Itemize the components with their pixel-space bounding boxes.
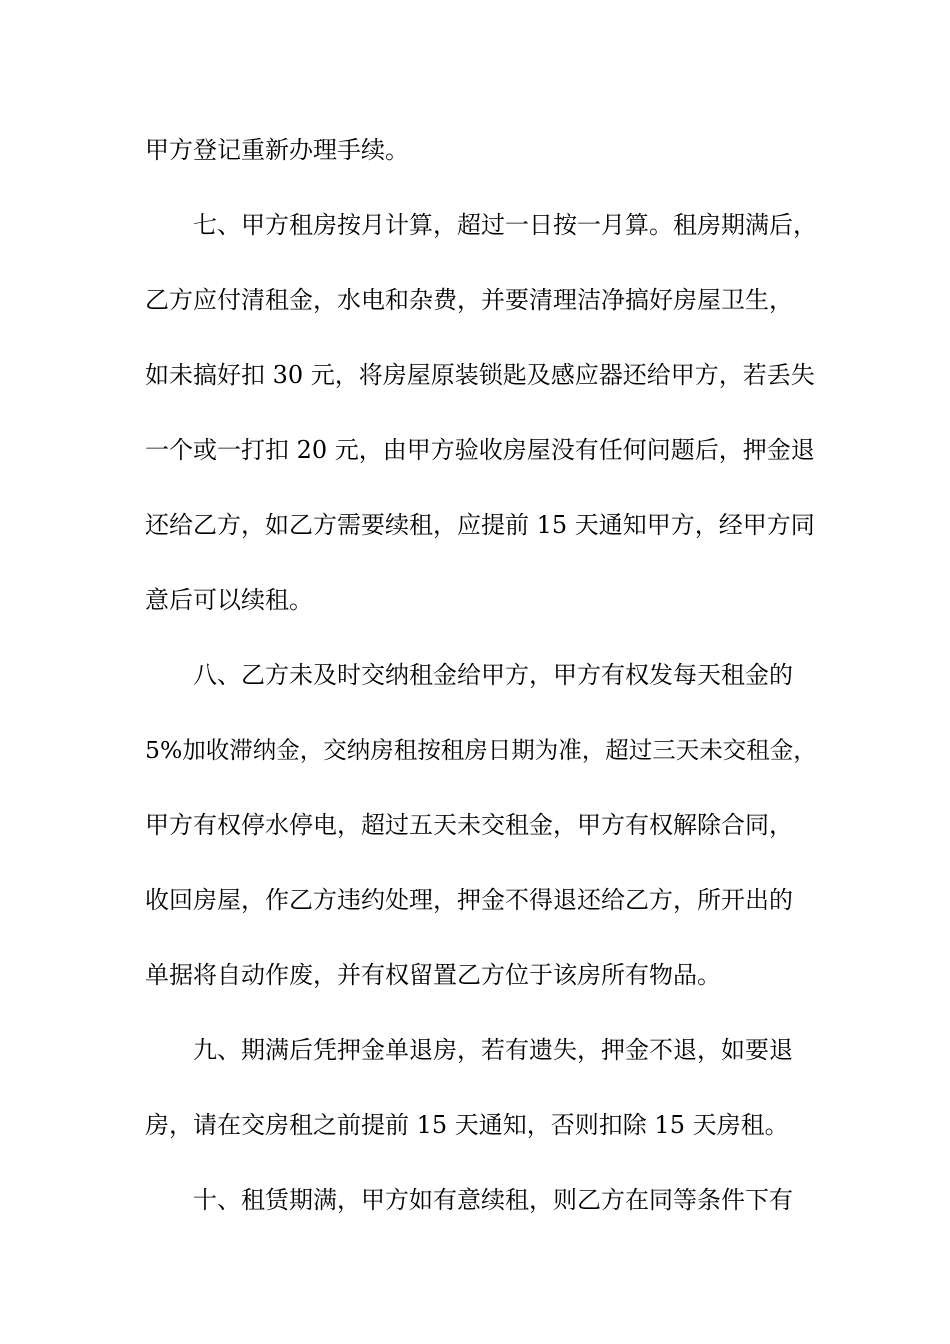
text-line: 还给乙方，如乙方需要续租，应提前 15 天通知甲方，经甲方同 [145,511,815,539]
paragraph-8-start: 八、乙方未及时交纳租金给甲方，甲方有权发每天租金的 [193,661,793,689]
text-line: 房，请在交房租之前提前 15 天通知，否则扣除 15 天房租。 [145,1111,789,1139]
paragraph-9-start: 九、期满后凭押金单退房，若有遗失，押金不退，如要退 [193,1036,793,1064]
text-line: 收回房屋，作乙方违约处理，押金不得退还给乙方，所开出的 [145,886,793,914]
text-line: 乙方应付清租金，水电和杂费，并要清理洁净搞好房屋卫生， [145,286,793,314]
paragraph-7-start: 七、甲方租房按月计算，超过一日按一月算。租房期满后， [193,211,817,239]
text-line: 意后可以续租。 [145,586,313,614]
text-line: 5%加收滞纳金，交纳房租按租房日期为准，超过三天未交租金， [145,736,817,764]
paragraph-10-start: 十、租赁期满，甲方如有意续租，则乙方在同等条件下有 [193,1186,793,1214]
text-line: 一个或一打扣 20 元，由甲方验收房屋没有任何问题后，押金退 [145,436,815,464]
text-line: 单据将自动作废，并有权留置乙方位于该房所有物品。 [145,961,721,989]
text-line: 甲方有权停水停电，超过五天未交租金，甲方有权解除合同， [145,811,793,839]
text-line: 甲方登记重新办理手续。 [145,136,409,164]
text-line: 如未搞好扣 30 元，将房屋原装锁匙及感应器还给甲方，若丢失 [145,361,815,389]
